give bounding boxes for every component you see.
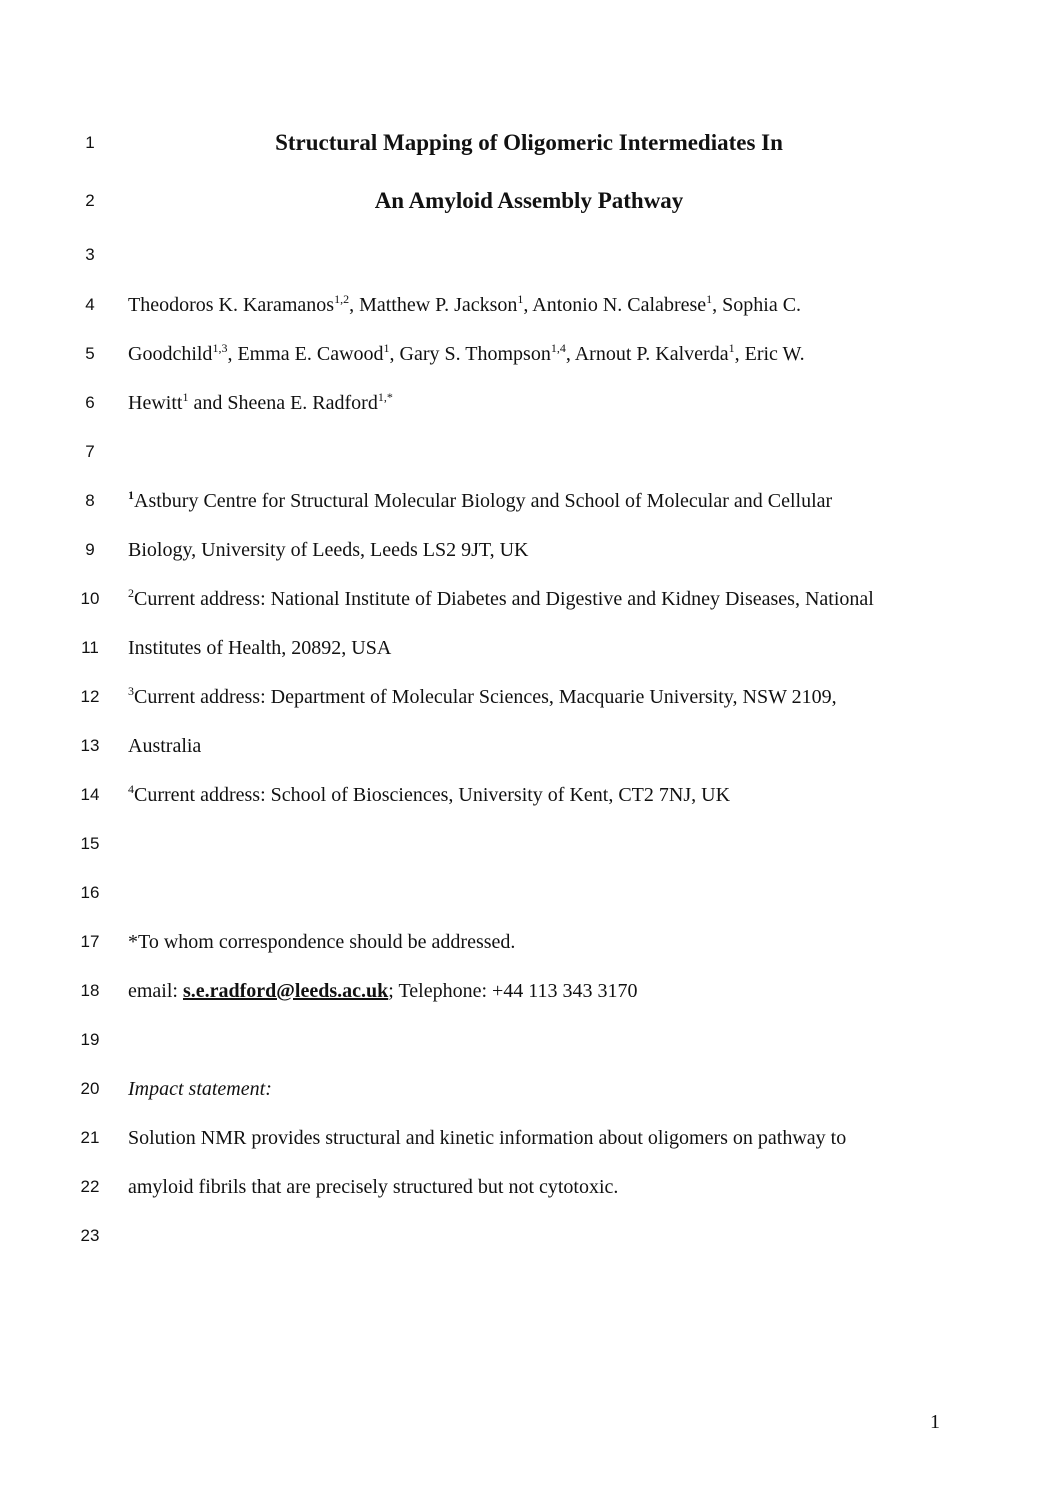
line-number: 5 bbox=[85, 344, 95, 363]
author-name: Goodchild bbox=[128, 343, 213, 365]
affiliation-text: Current address: School of Biosciences, University of Kent, CT2 7NJ, UK bbox=[134, 784, 731, 806]
manuscript-line bbox=[0, 682, 1058, 712]
author-name: , Arnout P. Kalverda bbox=[565, 343, 729, 365]
email-link[interactable]: s.e.radford@leeds.ac.uk bbox=[182, 980, 389, 1002]
manuscript-line bbox=[0, 437, 1058, 467]
title-line-2: An Amyloid Assembly Pathway bbox=[374, 188, 684, 213]
affiliation-text: Current address: Department of Molecular Sciences, Macquarie University, NSW 2109, bbox=[134, 686, 837, 708]
author-affiliation-sup: 1,3 bbox=[212, 341, 228, 355]
line-number: 7 bbox=[85, 442, 95, 461]
author-name: and Sheena E. Radford bbox=[188, 392, 378, 414]
line-number: 15 bbox=[80, 834, 100, 853]
affiliation-sup: 4 bbox=[128, 782, 134, 796]
author-name: , Eric W. bbox=[734, 343, 805, 365]
email-label: email: bbox=[128, 980, 183, 1002]
line-number: 18 bbox=[80, 981, 100, 1000]
line-number: 1 bbox=[85, 133, 95, 152]
manuscript-line bbox=[0, 829, 1058, 859]
line-number: 4 bbox=[85, 295, 95, 314]
line-number: 17 bbox=[80, 932, 100, 951]
line-number: 14 bbox=[80, 785, 100, 804]
affiliation-2 bbox=[128, 584, 958, 614]
manuscript-line bbox=[0, 1123, 1058, 1153]
manuscript-line bbox=[0, 878, 1058, 908]
manuscript-line bbox=[0, 976, 1058, 1006]
manuscript-line bbox=[0, 731, 1058, 761]
line-number: 21 bbox=[80, 1128, 100, 1147]
affiliation-sup: 2 bbox=[128, 586, 134, 600]
affiliation-text: Biology, University of Leeds, Leeds LS2 9JT, UK bbox=[128, 539, 529, 561]
line-number: 9 bbox=[85, 540, 95, 559]
affiliation-3 bbox=[128, 682, 958, 712]
manuscript-line bbox=[0, 535, 1058, 565]
title-line-1: Structural Mapping of Oligomeric Intermediates In bbox=[275, 130, 783, 155]
author-affiliation-sup: 1 bbox=[728, 341, 735, 355]
page-number: 1 bbox=[930, 1411, 940, 1433]
author-affiliation-sup: 1 bbox=[517, 292, 524, 306]
manuscript-line bbox=[0, 1221, 1058, 1251]
line-number: 20 bbox=[80, 1079, 100, 1098]
line-number: 12 bbox=[80, 687, 100, 706]
author-name: , Sophia C. bbox=[712, 294, 802, 316]
author-affiliation-sup: 1,* bbox=[377, 390, 393, 404]
author-name: Hewitt bbox=[128, 392, 183, 414]
manuscript-line bbox=[0, 128, 1058, 158]
author-name: , Emma E. Cawood bbox=[227, 343, 384, 365]
telephone-text: ; Telephone: +44 113 343 3170 bbox=[388, 980, 638, 1002]
correspondence-note: *To whom correspondence should be addressed. bbox=[128, 931, 516, 953]
manuscript-line bbox=[0, 1025, 1058, 1055]
line-number: 19 bbox=[80, 1030, 100, 1049]
line-number: 23 bbox=[80, 1226, 100, 1245]
line-number: 2 bbox=[85, 191, 95, 210]
author-name: , Antonio N. Calabrese bbox=[523, 294, 707, 316]
author-list bbox=[128, 339, 958, 369]
affiliation-text: Institutes of Health, 20892, USA bbox=[128, 637, 392, 659]
manuscript-line bbox=[0, 633, 1058, 663]
manuscript-line bbox=[0, 927, 1058, 957]
author-name: , Matthew P. Jackson bbox=[349, 294, 518, 316]
line-number: 8 bbox=[85, 491, 95, 510]
manuscript-line bbox=[0, 388, 1058, 418]
line-number: 16 bbox=[80, 883, 100, 902]
affiliation-sup: 1 bbox=[128, 488, 134, 502]
affiliation-4 bbox=[128, 780, 958, 810]
author-list bbox=[128, 388, 958, 418]
manuscript-line bbox=[0, 186, 1058, 216]
affiliation-text: Astbury Centre for Structural Molecular Biology and School of Molecular and Cellular bbox=[134, 490, 833, 512]
author-affiliation-sup: 1,4 bbox=[550, 341, 566, 355]
manuscript-line bbox=[0, 780, 1058, 810]
line-number: 22 bbox=[80, 1177, 100, 1196]
manuscript-line bbox=[0, 1074, 1058, 1104]
manuscript-line bbox=[0, 486, 1058, 516]
author-name: , Gary S. Thompson bbox=[389, 343, 551, 365]
impact-statement-heading: Impact statement: bbox=[128, 1078, 272, 1100]
author-list bbox=[128, 290, 958, 320]
manuscript-line bbox=[0, 584, 1058, 614]
impact-statement-text: Solution NMR provides structural and kinetic information about oligomers on pathway to bbox=[128, 1127, 847, 1149]
manuscript-line bbox=[0, 1172, 1058, 1202]
line-number: 6 bbox=[85, 393, 95, 412]
author-name: Theodoros K. Karamanos bbox=[128, 294, 335, 316]
author-affiliation-sup: 1 bbox=[182, 390, 189, 404]
correspondence-contact bbox=[128, 976, 958, 1006]
manuscript-line bbox=[0, 240, 1058, 270]
line-number: 11 bbox=[81, 638, 99, 657]
line-number: 3 bbox=[85, 245, 95, 264]
line-number: 13 bbox=[80, 736, 100, 755]
author-affiliation-sup: 1 bbox=[383, 341, 390, 355]
affiliation-text: Australia bbox=[128, 735, 202, 757]
line-number: 10 bbox=[80, 589, 100, 608]
author-affiliation-sup: 1,2 bbox=[334, 292, 350, 306]
manuscript-line bbox=[0, 290, 1058, 320]
affiliation-sup: 3 bbox=[128, 684, 134, 698]
affiliation-1 bbox=[128, 486, 958, 516]
affiliation-text: Current address: National Institute of Diabetes and Digestive and Kidney Diseases, National bbox=[134, 588, 874, 610]
impact-statement-text: amyloid fibrils that are precisely structured but not cytotoxic. bbox=[128, 1176, 619, 1198]
author-affiliation-sup: 1 bbox=[706, 292, 713, 306]
manuscript-line bbox=[0, 339, 1058, 369]
